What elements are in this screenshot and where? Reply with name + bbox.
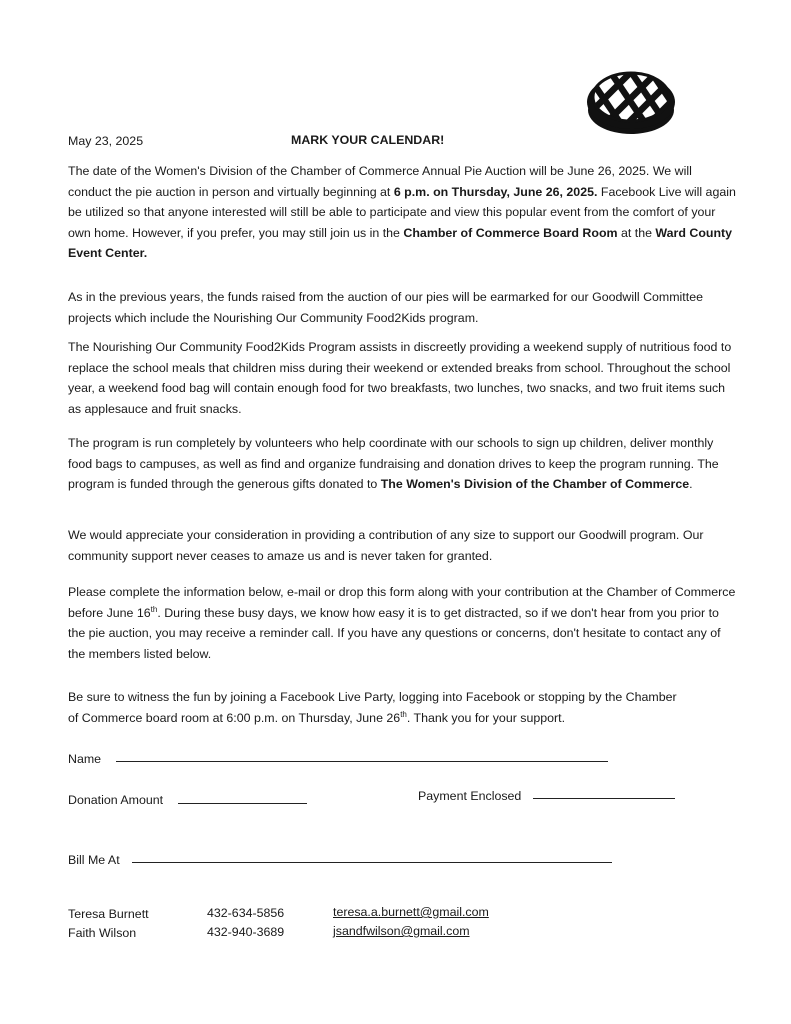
bill-me-at-label: Bill Me At: [68, 853, 120, 867]
intro-text-1: The date of the Women's Division of the Chamber of Commerce Annual Pie Auction will be June 26, 2025. We will conduct the pie auction in person and virtually beginning at: [68, 164, 692, 199]
payment-enclosed-label: Payment Enclosed: [418, 789, 522, 803]
witness-text-1: Be sure to witness the fun by joining a Facebook Live Party, logging into Facebook or stopping by the Chamber of Commerce board room at 6:00 p.m. on Thursday, June 26: [68, 690, 677, 725]
intro-bold-venue: Ward County Event Center.: [68, 225, 733, 260]
name-line[interactable]: [116, 761, 608, 762]
pie-icon: [585, 64, 677, 138]
instructions-text-1: Please complete the information below, e-mail or drop this form along with your contribution at the Chamber of Commerce before June 16: [68, 585, 736, 620]
name-label: Name: [68, 752, 102, 766]
intro-text-2: Facebook Live will again be utilized so that anyone interested will still be able to participate and view this popular event from the comfort of your own home. However, if you prefer, you may still join us in the: [68, 184, 736, 240]
paragraph-appreciation: We would appreciate your consideration in providing a contribution of any size to support our Goodwill program. Our community support never ceases to amaze us and is never taken for granted.: [68, 528, 704, 563]
witness-text-2: . Thank you for your support.: [406, 710, 566, 725]
letter-date: May 23, 2025: [68, 134, 144, 148]
instructions-sup: th: [150, 604, 158, 614]
volunteers-text-1: The program is run completely by volunteers who help coordinate with our schools to sign up children, deliver monthly food bags to campuses, as well as find and organize fundraising and donation drives to keep the program running. The program is funded through the generous gifts donated to: [68, 436, 719, 491]
volunteers-bold-org: The Women's Division of the Chamber of Commerce: [380, 477, 690, 491]
paragraph-witness: [68, 687, 688, 728]
intro-text-3: at the: [617, 225, 656, 240]
bill-me-at-line[interactable]: [132, 862, 612, 863]
paragraph-instructions: [68, 582, 736, 664]
contact-name: Faith Wilson: [68, 926, 137, 940]
instructions-text-2: . During these busy days, we know how easy it is to get distracted, so if we don't hear from you prior to the pie auction, you may receive a reminder call. If you have any questions or concerns, don't hesitate to contact any of the members listed below.: [68, 605, 721, 661]
payment-enclosed-line[interactable]: [533, 798, 675, 799]
witness-sup: th: [400, 709, 407, 719]
contact-name: Teresa Burnett: [68, 907, 149, 921]
contact-email-link[interactable]: jsandfwilson@gmail.com: [333, 924, 470, 938]
contact-phone: 432-940-3689: [207, 925, 285, 939]
volunteers-text-2: .: [689, 477, 693, 491]
contact-phone: 432-634-5856: [207, 906, 285, 920]
contact-email-link[interactable]: teresa.a.burnett@gmail.com: [333, 905, 489, 919]
paragraph-volunteers: [68, 433, 736, 495]
paragraph-funds: As in the previous years, the funds raised from the auction of our pies will be earmarked for our Goodwill Committee projects which include the Nourishing Our Community Food2Kids program.: [68, 290, 703, 325]
intro-bold-room: Chamber of Commerce Board Room: [403, 225, 618, 240]
donation-amount-line[interactable]: [178, 803, 307, 804]
donation-amount-label: Donation Amount: [68, 793, 164, 807]
paragraph-program: The Nourishing Our Community Food2Kids Program assists in discreetly providing a weekend supply of nutritious food to replace the school meals that children miss during their weekend or extended breaks from school. Throughout the school year, a weekend food bag will contain enough food for two breakfasts, two lunches, two snacks, and two fruit items such as applesauce and fruit snacks.: [68, 340, 732, 416]
paragraph-intro: [68, 161, 736, 264]
page-title: MARK YOUR CALENDAR!: [291, 133, 445, 147]
intro-bold-time: 6 p.m. on Thursday, June 26, 2025.: [393, 184, 598, 199]
